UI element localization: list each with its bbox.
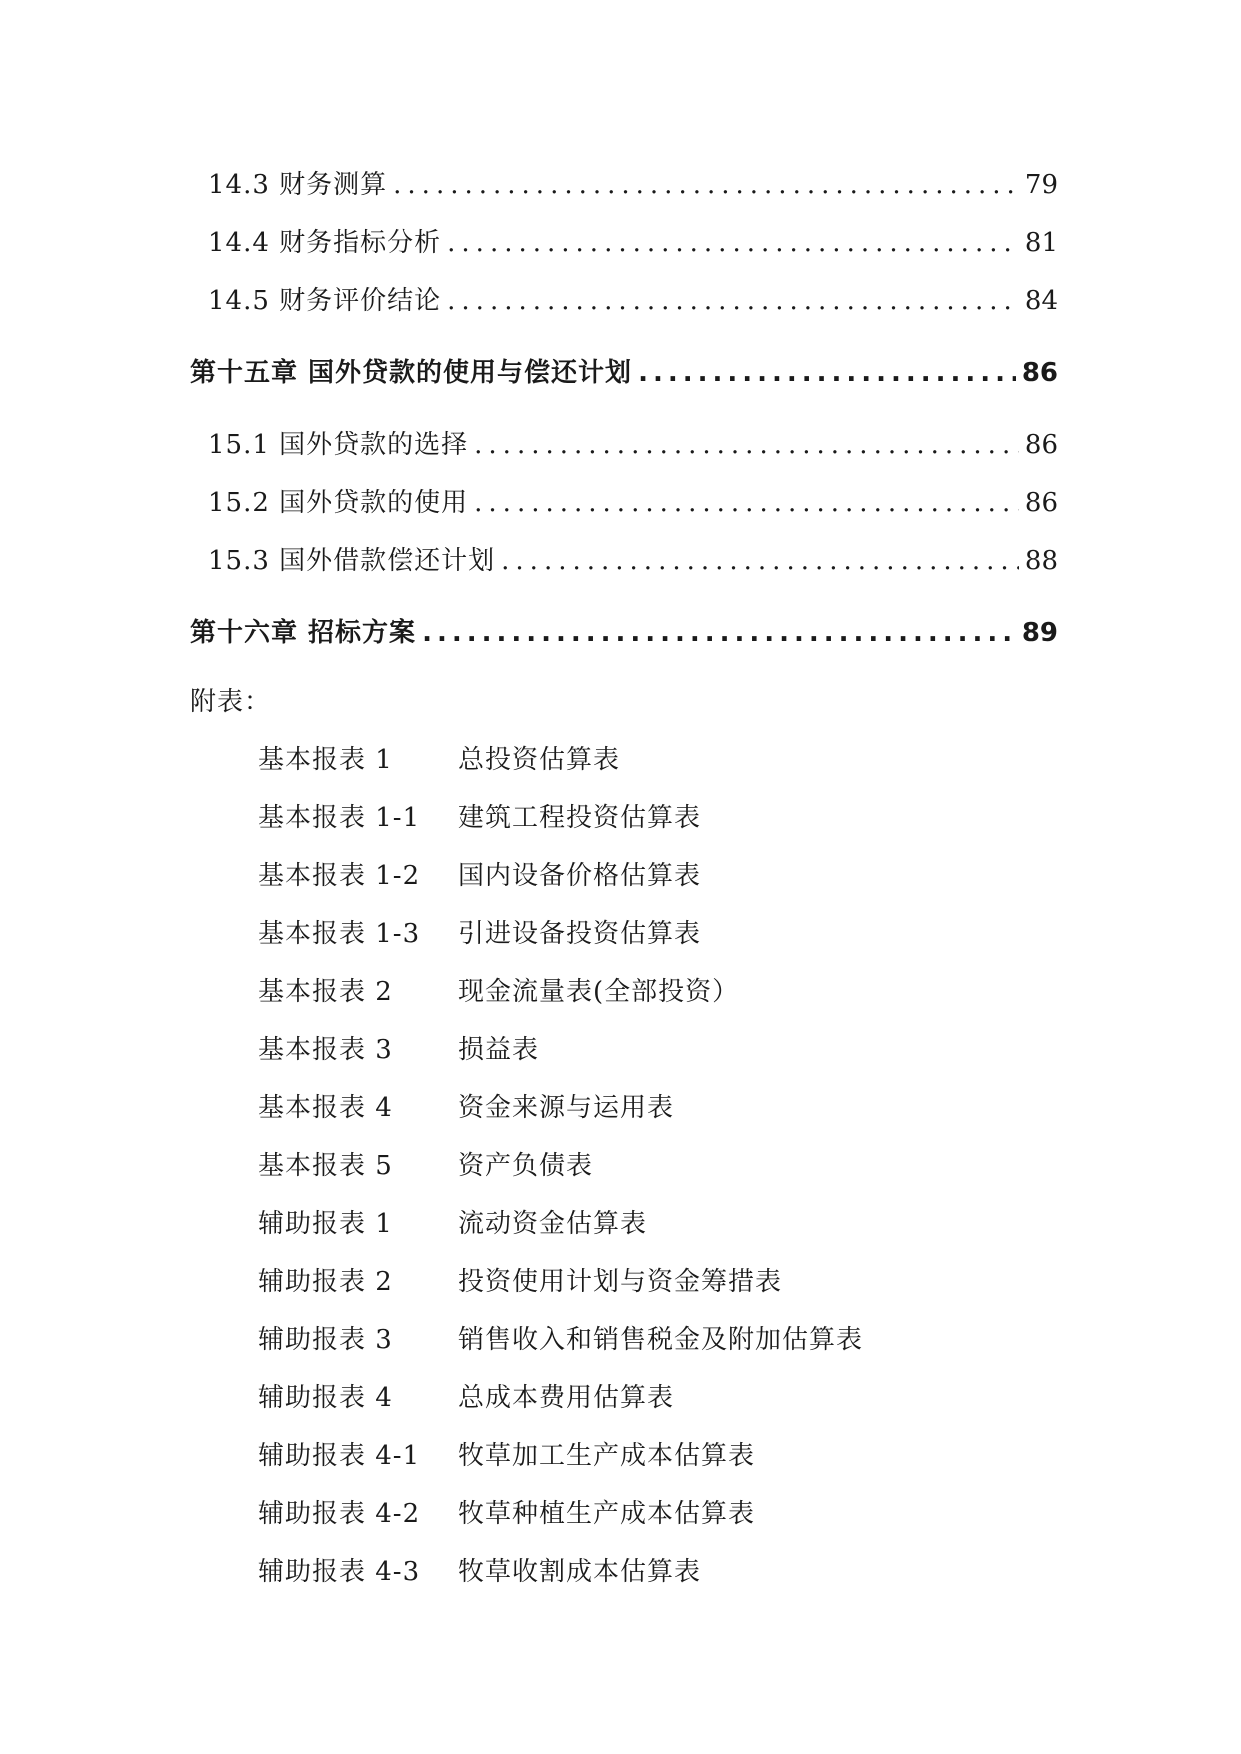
appendix-item-code: 基本报表 1-1 bbox=[258, 803, 421, 833]
toc-entry-title: 15.3 国外借款偿还计划 bbox=[208, 546, 496, 576]
appendix-item-code: 辅助报表 4-2 bbox=[258, 1499, 421, 1529]
appendix-item bbox=[258, 1497, 755, 1531]
appendix-item-code: 辅助报表 1 bbox=[258, 1209, 393, 1239]
appendix-item-name: 资金来源与运用表 bbox=[458, 1093, 675, 1123]
appendix-item bbox=[258, 975, 739, 1009]
appendix-item-code: 辅助报表 3 bbox=[258, 1325, 393, 1355]
appendix-item bbox=[258, 1381, 674, 1415]
appendix-item-code: 基本报表 1-2 bbox=[258, 861, 421, 891]
appendix-item-name: 投资使用计划与资金筹措表 bbox=[458, 1267, 783, 1297]
toc-entry-page: 84 bbox=[1024, 286, 1058, 316]
appendix-item-code: 辅助报表 4-3 bbox=[258, 1557, 421, 1587]
appendix-item bbox=[258, 917, 701, 951]
toc-entry-title: 15.1 国外贷款的选择 bbox=[208, 430, 469, 460]
toc-leader bbox=[447, 226, 1019, 260]
appendix-item-code: 辅助报表 4 bbox=[258, 1383, 393, 1413]
appendix-item-name: 销售收入和销售税金及附加估算表 bbox=[458, 1325, 864, 1355]
appendix-item-name: 牧草加工生产成本估算表 bbox=[458, 1441, 756, 1471]
appendix-item-name: 国内设备价格估算表 bbox=[458, 861, 702, 891]
toc-leader bbox=[501, 544, 1019, 578]
appendix-item-name: 现金流量表(全部投资） bbox=[458, 977, 740, 1007]
toc-leader bbox=[638, 356, 1016, 390]
appendix-item bbox=[258, 1439, 755, 1473]
toc-chapter-entry[interactable] bbox=[190, 616, 1058, 650]
toc-entry-title: 14.3 财务测算 bbox=[208, 170, 388, 200]
appendix-item-name: 资产负债表 bbox=[458, 1151, 594, 1181]
toc-entry-title: 15.2 国外贷款的使用 bbox=[208, 488, 469, 518]
appendix-item bbox=[258, 1265, 782, 1299]
appendix-item bbox=[258, 859, 701, 893]
appendix-item-name: 损益表 bbox=[458, 1035, 540, 1065]
appendix-item-name: 牧草收割成本估算表 bbox=[458, 1557, 702, 1587]
toc-entry-page: 86 bbox=[1024, 488, 1058, 518]
toc-entry-page: 89 bbox=[1021, 618, 1058, 648]
toc-entry-title: 第十六章 招标方案 bbox=[190, 618, 417, 648]
toc-entry-page: 88 bbox=[1024, 546, 1058, 576]
toc-entry[interactable] bbox=[208, 486, 1058, 520]
appendix-item-code: 辅助报表 4-1 bbox=[258, 1441, 421, 1471]
appendix-item-code: 基本报表 1 bbox=[258, 745, 393, 775]
appendix-item-name: 建筑工程投资估算表 bbox=[458, 803, 702, 833]
toc-entry[interactable] bbox=[208, 168, 1058, 202]
appendix-item bbox=[258, 1555, 701, 1589]
appendix-item-code: 基本报表 5 bbox=[258, 1151, 393, 1181]
appendix-item-code: 基本报表 1-3 bbox=[258, 919, 421, 949]
appendix-item bbox=[258, 801, 701, 835]
toc-entry[interactable] bbox=[208, 226, 1058, 260]
appendix-item-code: 辅助报表 2 bbox=[258, 1267, 393, 1297]
appendix-item bbox=[258, 1149, 593, 1183]
toc-entry-page: 79 bbox=[1024, 170, 1058, 200]
appendix-item-code: 基本报表 4 bbox=[258, 1093, 393, 1123]
appendix-item-name: 引进设备投资估算表 bbox=[458, 919, 702, 949]
appendix-item-code: 基本报表 3 bbox=[258, 1035, 393, 1065]
toc-entry-title: 第十五章 国外贷款的使用与偿还计划 bbox=[190, 358, 633, 388]
appendix-item bbox=[258, 743, 620, 777]
toc-leader bbox=[393, 168, 1019, 202]
toc-chapter-entry[interactable] bbox=[190, 356, 1058, 390]
toc-leader bbox=[474, 486, 1019, 520]
toc-entry[interactable] bbox=[208, 544, 1058, 578]
appendix-item-name: 流动资金估算表 bbox=[458, 1209, 648, 1239]
toc-entry-page: 81 bbox=[1024, 228, 1058, 258]
toc-entry-page: 86 bbox=[1021, 358, 1058, 388]
appendix-item bbox=[258, 1323, 863, 1357]
appendix-item-code: 基本报表 2 bbox=[258, 977, 393, 1007]
appendix-item bbox=[258, 1033, 539, 1067]
appendix-item-name: 总投资估算表 bbox=[458, 745, 621, 775]
toc-leader bbox=[422, 616, 1016, 650]
toc-entry[interactable] bbox=[208, 284, 1058, 318]
toc-entry-title: 14.5 财务评价结论 bbox=[208, 286, 442, 316]
appendix-item-name: 牧草种植生产成本估算表 bbox=[458, 1499, 756, 1529]
appendix-item bbox=[258, 1207, 647, 1241]
toc-leader bbox=[474, 428, 1019, 462]
toc-entry-page: 86 bbox=[1024, 430, 1058, 460]
toc-entry-title: 14.4 财务指标分析 bbox=[208, 228, 442, 258]
toc-leader bbox=[447, 284, 1019, 318]
appendix-item bbox=[258, 1091, 674, 1125]
appendix-heading: 附表： bbox=[190, 687, 272, 717]
appendix-item-name: 总成本费用估算表 bbox=[458, 1383, 675, 1413]
toc-entry[interactable] bbox=[208, 428, 1058, 462]
